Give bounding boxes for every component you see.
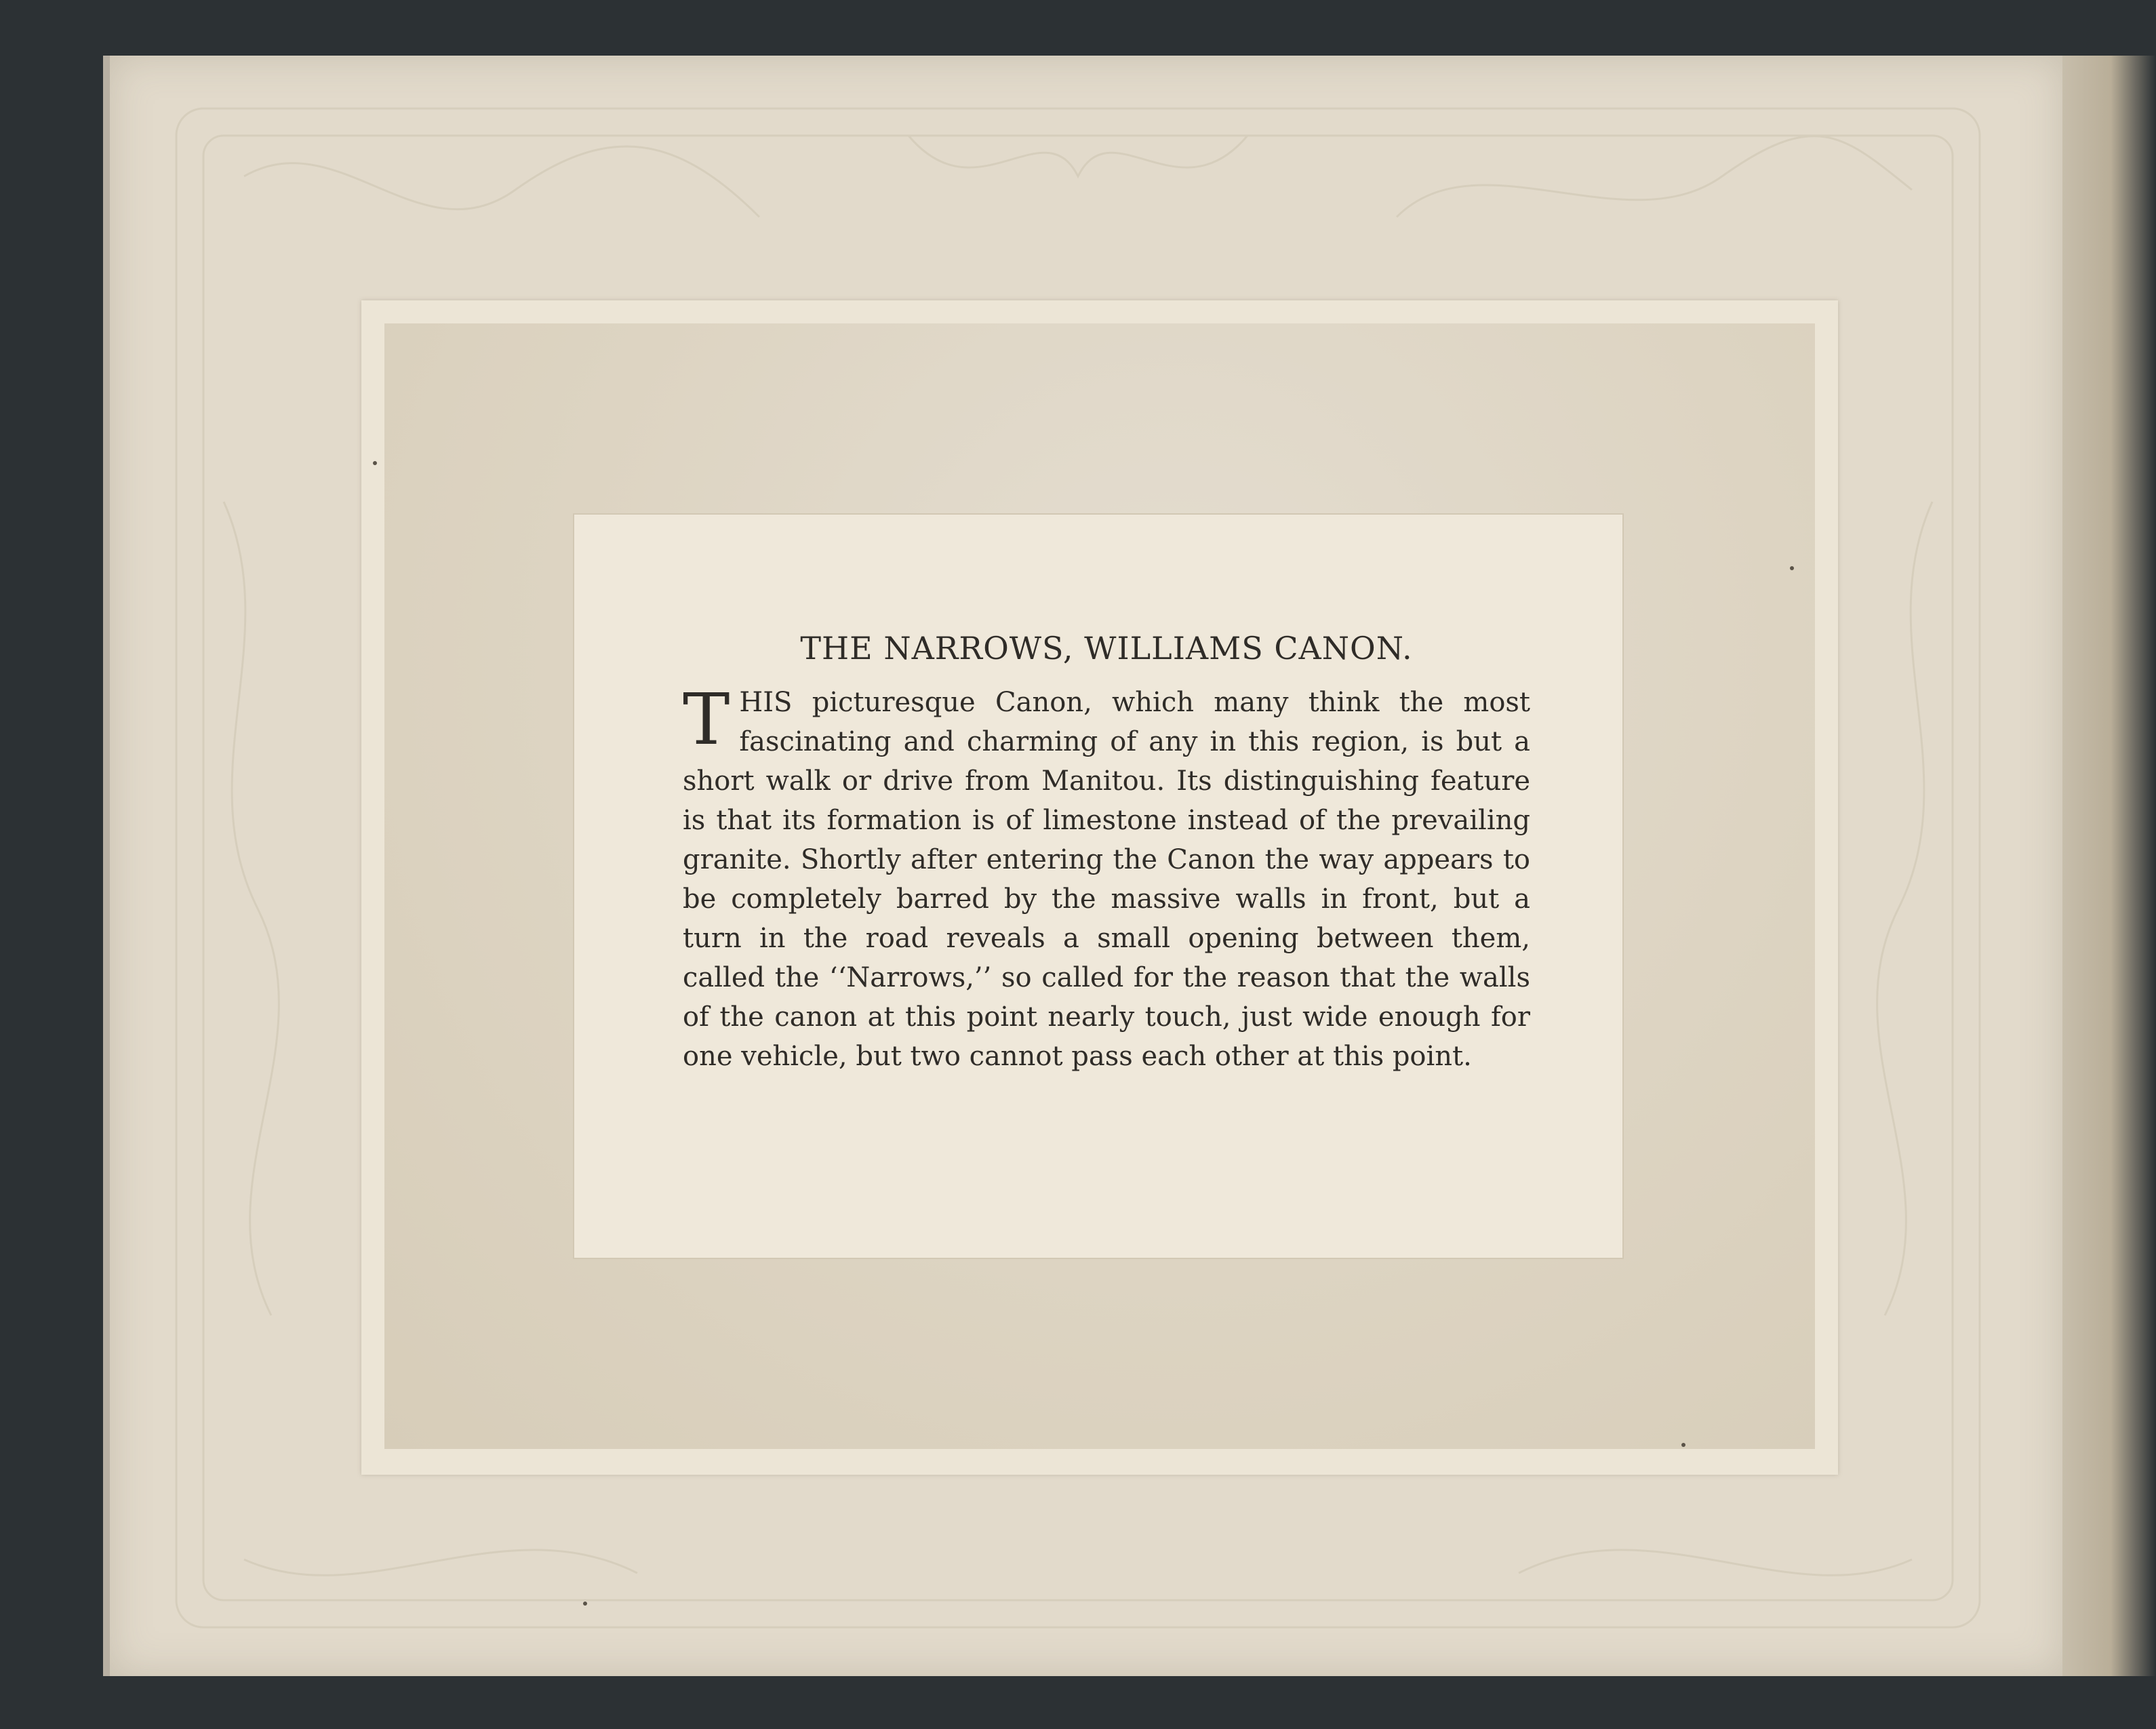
- caption-text-block: [683, 630, 1530, 1076]
- caption-body-text: HIS picturesque Canon, which many think the most fascinating and charming of any in this region, is but a short walk or drive from Manitou. Its distinguishing feature is that its formation is of limestone instead of the prevailing granite. Shortly after entering the Canon the way appears to be completely barred by the massive walls in front, but a turn in the road reveals a small opening between them, called the ‘‘Narrows,’’ so called for the reason that the walls of the canon at this point nearly touch, just wide enough for one vehicle, but two cannot pass each other at this point.: [683, 687, 1530, 1072]
- paper-speck: [373, 461, 377, 465]
- page-edge: [2056, 56, 2156, 1676]
- caption-paragraph: [683, 678, 1530, 1076]
- drop-cap-letter: T: [683, 678, 730, 761]
- caption-card: [573, 513, 1624, 1259]
- caption-title: THE NARROWS, WILLIAMS CANON.: [800, 630, 1413, 667]
- paper-speck: [1790, 566, 1794, 570]
- paper-speck: [583, 1602, 587, 1606]
- paper-speck: [1681, 1443, 1685, 1447]
